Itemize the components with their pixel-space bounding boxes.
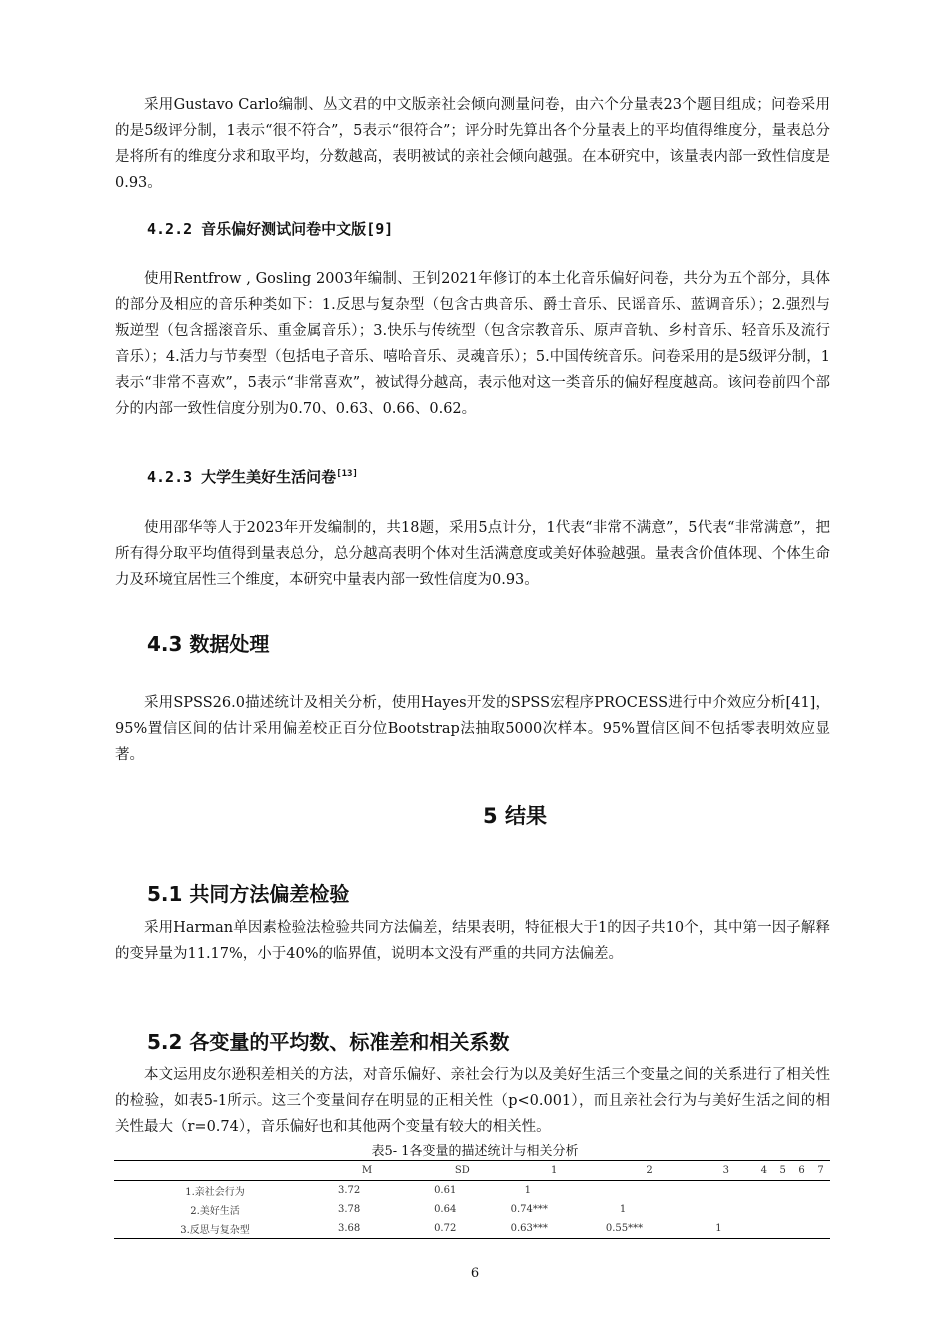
paragraph-prosocial-scale: 采用Gustavo Carlo编制、丛文君的中文版亲社会倾向测量问卷，由六个分量表23个题目组成；问卷采用的是5级评分制，1表示“很不符合”，5表示“很符合”；评分时先算出各个分量表上的平均值得维度分，量表总分是将所有的维度分求和取平均，分数越高，表明被试的亲社会倾向越强。在本研究中，该量表内部一致性信度是0.93。 [115,97,830,191]
heading-5-2: 5.2 各变量的平均数、标准差和相关系数 [147,1030,510,1054]
table-header-cell: 2 [602,1161,697,1181]
table-row [114,1200,830,1219]
table-header-cell: 5 [773,1161,792,1181]
row-label: 1.亲社会行为 [185,1187,245,1198]
paragraph-music-preference: 使用Rentfrow , Gosling 2003年编制、王钊2021年修订的本土化音乐偏好问卷，共分为五个部分，具体的部分及相应的音乐种类如下：1.反思与复杂型（包含古典音乐、爵士音乐、民谣音乐、蓝调音乐）；2.强烈与叛逆型（包含摇滚音乐、重金属音乐）；3.快乐与传统型（包含宗教音乐、原声音轨、乡村音乐、轻音乐及流行音乐）；4.活力与节奏型（包括电子音乐、嘻哈音乐、灵魂音乐）；5.中国传统音乐。问卷采用的是5级评分制，1表示“非常不喜欢”，5表示“非常喜欢”，被试得分越高，表示他对这一类音乐的偏好程度越高。该问卷前四个部分的内部一致性信度分别为0.70、0.63、0.66、0.62。 [115,271,830,417]
table-header-row [114,1161,830,1181]
heading-5-1: 5.1 共同方法偏差检验 [147,882,350,906]
heading-5-results: 5 结果 [483,804,547,828]
page-number: 6 [470,1266,480,1281]
cell-corr-2: 0.55*** [602,1219,697,1239]
table-header-cell: 1 [507,1161,602,1181]
heading-4-2-3 [147,466,358,487]
heading-4-3: 4.3 数据处理 [147,632,270,656]
table-header-cell: M [316,1161,418,1181]
paragraph-common-method: 采用Harman单因素检验法检验共同方法偏差，结果表明，特征根大于1的因子共10个，其中第一因子解释的变异量为11.17%，小于40%的临界值，说明本文没有严重的共同方法偏差。 [115,920,830,962]
citation-13: [13] [336,469,358,479]
cell-m: 3.72 [338,1185,361,1196]
cell-m: 3.78 [338,1204,361,1215]
cell-sd: 0.61 [434,1185,457,1196]
table-row [114,1181,830,1201]
cell-sd: 0.72 [418,1219,507,1239]
paragraph-data-processing: 采用SPSS26.0描述统计及相关分析，使用Hayes开发的SPSS宏程序PROCESS进行中介效应分析[41]，95%置信区间的估计采用偏差校正百分位Bootstrap法抽取5000次样本。95%置信区间不包括零表明效应显著。 [115,695,830,763]
cell-corr-1: 1 [524,1185,531,1196]
heading-4-2-3-text: 4.2.3 大学生美好生活问卷 [147,468,337,486]
cell-corr-3 [697,1181,754,1201]
cell-corr-3: 1 [697,1219,754,1239]
cell-sd: 0.64 [434,1204,457,1215]
table-header-cell: 6 [792,1161,811,1181]
paragraph-good-life-scale: 使用邵华等人于2023年开发编制的，共18题，采用5点计分，1代表“非常不满意”，5代表“非常满意”，把所有得分取平均值得到量表总分，总分越高表明个体对生活满意度或美好体验越强。量表含价值体现、个体生命力及环境宜居性三个维度，本研究中量表内部一致性信度为0.93。 [115,520,830,588]
table-header-cell: 7 [811,1161,830,1181]
cell-corr-1: 0.74*** [510,1204,548,1215]
table-header-cell: SD [418,1161,507,1181]
cell-corr-3 [697,1200,754,1219]
heading-4-2-2: 4.2.2 音乐偏好测试问卷中文版[9] [147,220,394,238]
table-header-cell: 3 [697,1161,754,1181]
cell-corr-2: 1 [619,1204,627,1215]
cell-corr-2 [602,1181,697,1201]
table-header-cell [114,1161,316,1181]
correlation-table [114,1160,830,1239]
cell-corr-1: 0.63*** [507,1219,602,1239]
cell-m: 3.68 [316,1219,418,1239]
table-caption: 表5- 1各变量的描述统计与相关分析 [371,1144,579,1159]
row-label: 2.美好生活 [190,1206,240,1217]
table-row [114,1219,830,1239]
paragraph-correlation: 本文运用皮尔逊积差相关的方法，对音乐偏好、亲社会行为以及美好生活三个变量之间的关系进行了相关性的检验，如表5-1所示。这三个变量间存在明显的正相关性（p<0.001），而且亲社会行为与美好生活之间的相关性最大（r=0.74），音乐偏好也和其他两个变量有较大的相关性。 [115,1067,830,1135]
row-label: 3.反思与复杂型 [114,1219,316,1239]
table-header-cell: 4 [754,1161,773,1181]
